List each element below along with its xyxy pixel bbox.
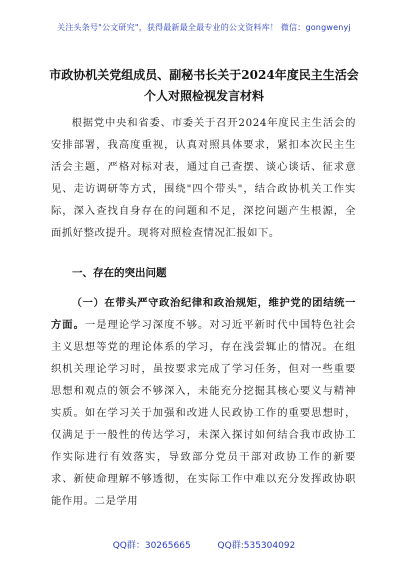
document-title-line-2: 个人对照检视发言材料 (143, 89, 264, 103)
section-body-text: 一是理论学习深度不够。对习近平新时代中国特色社会主义思想等党的理论体系的学习，存在浅尝辄止的情况。在组织机关理论学习时，虽按要求完成了学习任务，但对一些重要思想和观点的领会不够深入，未能充分挖掘其核心要义与精神实质。如在学习关于加强和改进人民政协工作的重要思想时，仅满足于一般性的传达学习，未深入探讨如何结合我市政协工作实际进行有效落实，导致部分党员干部对政协工作的新要求、新使命理解不够透彻，在实际工作中难以充分发挥政协职能作用。二是学用 (51, 319, 356, 507)
intro-paragraph: 根据党中央和省委、市委关于召开2024年度民主生活会的安排部署，我高度重视，认真对照具体要求，紧扣本次民主生活会主题，严格对标对表，通过自己查摆、谈心谈话、征求意见、走访调研等方式，围绕"四个带头"，结合政协机关工作实际，深入查找自身存在的问题和不足，深挖问题产生根源，全面抓好整改提升。现将对照检查情况汇报如下。 (51, 117, 356, 239)
section-heading: 一、存在的突出问题 (72, 267, 167, 279)
section-lead: （一）在带头严守政治纪律和政治规矩，维护党的团结统一方面。 (51, 297, 356, 331)
footer-contact (0, 538, 408, 551)
header-promo-note: 关注头条号"公文研究"，获得最新最全最专业的公文资料库！ 微信：gongwenyj (57, 23, 351, 32)
footer-qq-group-2: QQ群:535304092 (217, 541, 296, 551)
section-paragraph (51, 292, 356, 512)
footer-qq-group-1: QQ群：30265665 (112, 541, 191, 551)
document-title-line-1: 市政协机关党组成员、副秘书长关于2024年度民主生活会 (49, 68, 359, 82)
